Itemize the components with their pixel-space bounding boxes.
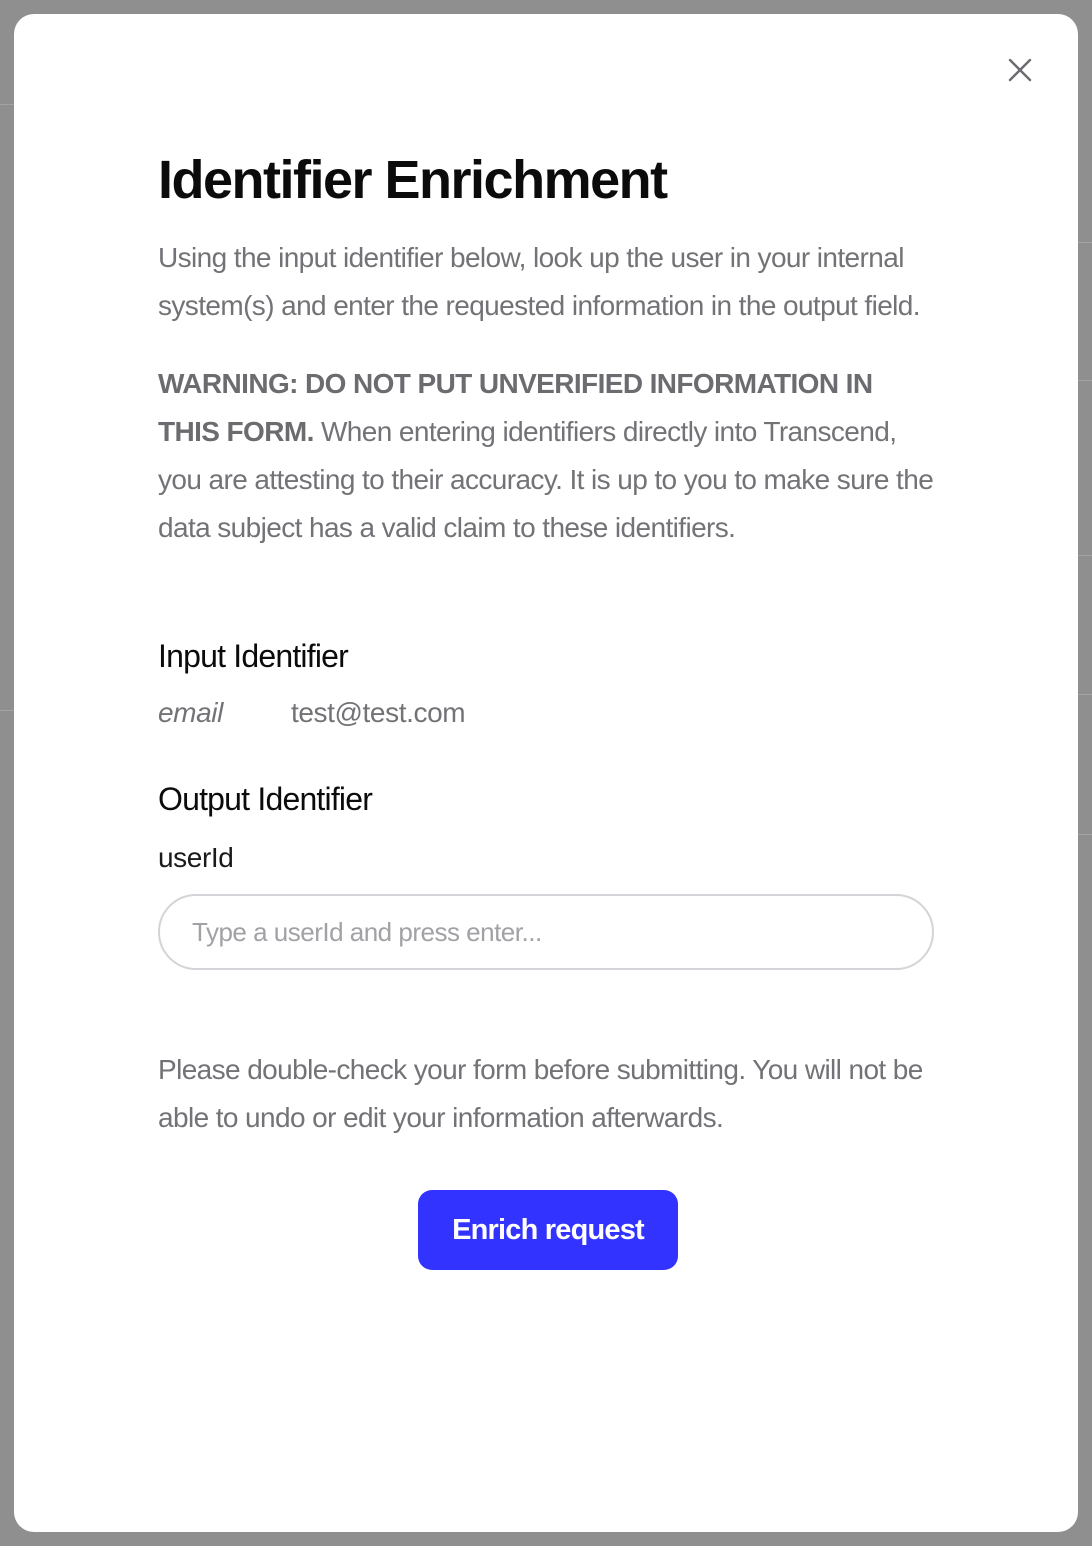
background-divider (1078, 694, 1092, 695)
enrich-request-button[interactable]: Enrich request (418, 1190, 678, 1270)
input-identifier-heading: Input Identifier (158, 638, 348, 674)
identifier-enrichment-modal (14, 14, 1078, 1532)
userid-field-label: userId (158, 842, 234, 873)
modal-title: Identifier Enrichment (158, 150, 667, 210)
warning-bold-text: WARNING: DO NOT PUT UNVERIFIED INFORMATION IN THIS FORM. (158, 368, 873, 447)
close-icon (1002, 52, 1038, 88)
submit-container (158, 1190, 938, 1270)
background-divider (0, 710, 14, 711)
background-divider (1078, 555, 1092, 556)
input-identifier-value: test@test.com (291, 697, 466, 728)
modal-description: Using the input identifier below, look up the user in your internal system(s) and enter the requested information in the output field. (158, 242, 920, 321)
input-identifier-type: email (158, 697, 223, 728)
modal-content (158, 144, 938, 1270)
warning-message (158, 360, 938, 552)
input-identifier-row (158, 697, 938, 729)
warning-body-text: When entering identifiers directly into Transcend, you are attesting to their accuracy. It is up to you to make sure the data subject has a valid claim to these identifiers. (158, 416, 934, 543)
userid-input[interactable] (158, 894, 934, 970)
background-divider (1078, 242, 1092, 243)
background-divider (0, 104, 14, 105)
close-button[interactable] (1002, 52, 1038, 88)
output-identifier-heading: Output Identifier (158, 781, 373, 817)
background-divider (1078, 834, 1092, 835)
double-check-note: Please double-check your form before submitting. You will not be able to undo or edit your information afterwards. (158, 1054, 923, 1133)
background-divider (1078, 380, 1092, 381)
